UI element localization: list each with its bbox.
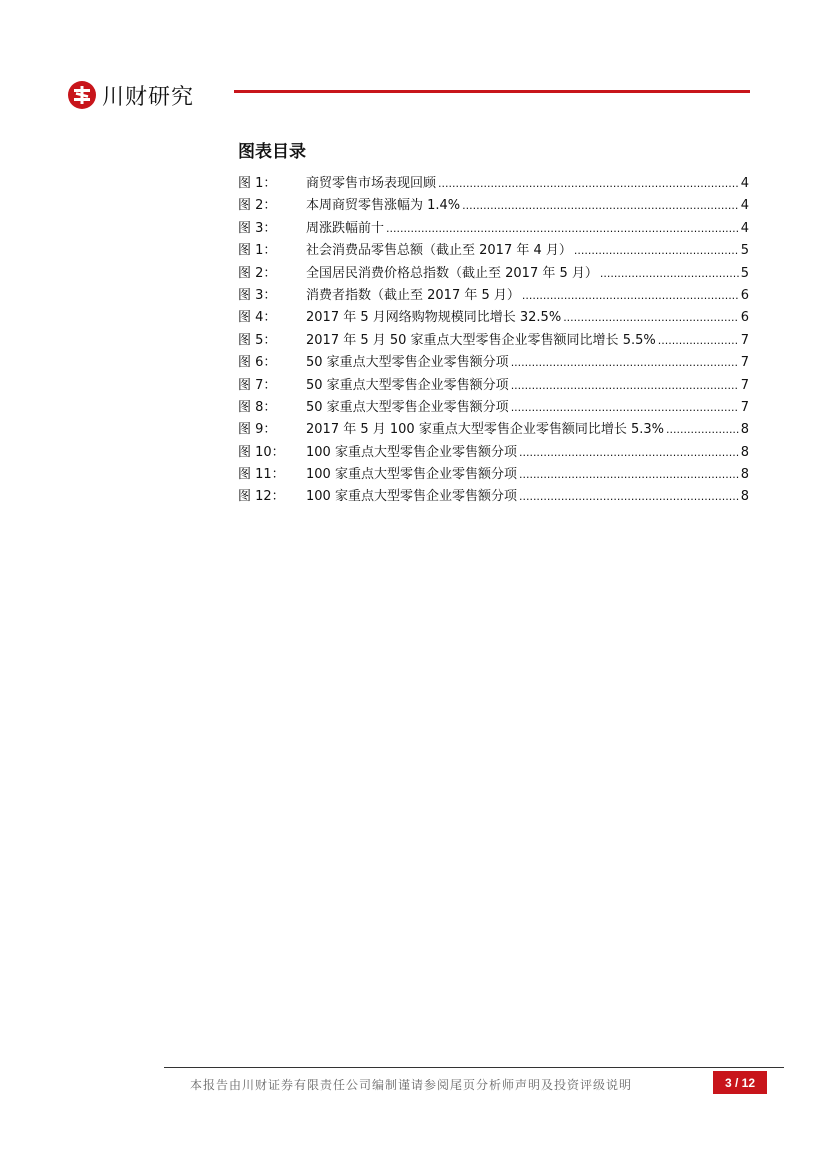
logo-mark-icon bbox=[67, 80, 97, 110]
toc-entry-page: 4 bbox=[740, 176, 749, 191]
toc-entry-label: 图 3： bbox=[238, 287, 277, 303]
toc-entry-text: 50 家重点大型零售企业零售额分项 bbox=[306, 399, 509, 415]
toc-dot-leader bbox=[511, 397, 739, 419]
toc-entry-page: 7 bbox=[740, 332, 749, 348]
toc-dot-leader bbox=[522, 285, 739, 307]
toc-entry-label: 图 8： bbox=[238, 399, 277, 415]
toc-entry-text: 社会消费品零售总额（截止至 2017 年 4 月） bbox=[306, 243, 572, 259]
toc-entry[interactable] bbox=[238, 330, 749, 352]
toc-entry[interactable] bbox=[238, 307, 749, 329]
toc-entry-text: 全国居民消费价格总指数（截止至 2017 年 5 月） bbox=[306, 265, 598, 281]
toc-entry-page: 7 bbox=[740, 399, 749, 415]
toc-entry-text: 100 家重点大型零售企业零售额分项 bbox=[306, 489, 517, 505]
toc-entry-label: 图 4： bbox=[238, 310, 277, 326]
toc-dot-leader bbox=[666, 419, 739, 441]
toc-entry-page: 6 bbox=[740, 287, 749, 303]
toc-entry-page: 4 bbox=[740, 198, 749, 214]
footer-divider bbox=[164, 1067, 784, 1068]
toc-entry-label: 图 7： bbox=[238, 377, 277, 393]
toc-entry[interactable] bbox=[238, 397, 749, 419]
toc-entry-text: 100 家重点大型零售企业零售额分项 bbox=[306, 467, 517, 483]
toc-entry[interactable] bbox=[238, 464, 749, 486]
toc-entry-label: 图 5： bbox=[238, 332, 277, 348]
toc-entry[interactable] bbox=[238, 352, 749, 374]
toc-entry-page: 7 bbox=[740, 377, 749, 393]
toc-dot-leader bbox=[600, 263, 739, 285]
toc-entry-label: 图 1： bbox=[238, 243, 277, 259]
toc-dot-leader bbox=[519, 464, 739, 486]
toc-title: 图表目录 bbox=[238, 142, 306, 162]
toc-entry[interactable] bbox=[238, 375, 749, 397]
toc-entry-page: 7 bbox=[740, 355, 749, 371]
toc-entry-text: 商贸零售市场表现回顾 bbox=[306, 176, 437, 191]
toc-entry-label: 图 6： bbox=[238, 355, 277, 371]
toc-entry-label: 图 12： bbox=[238, 489, 285, 505]
toc-entry-page: 6 bbox=[740, 310, 749, 326]
toc-entry-page: 5 bbox=[740, 243, 749, 259]
toc-entry-text: 消费者指数（截止至 2017 年 5 月） bbox=[306, 287, 520, 303]
toc-entry-text: 50 家重点大型零售企业零售额分项 bbox=[306, 377, 509, 393]
logo-text: 川财研究 bbox=[102, 84, 195, 110]
brand-logo bbox=[67, 78, 194, 112]
toc-entry[interactable] bbox=[238, 218, 749, 240]
toc-entry[interactable] bbox=[238, 195, 749, 217]
header-divider bbox=[234, 90, 750, 93]
toc-dot-leader bbox=[519, 442, 739, 464]
toc-entry-page: 8 bbox=[740, 467, 749, 483]
toc-entry-page: 5 bbox=[740, 265, 749, 281]
toc-entry-label: 图 3： bbox=[238, 220, 277, 236]
toc-entry-page: 8 bbox=[740, 489, 749, 505]
toc-entry-text: 100 家重点大型零售企业零售额分项 bbox=[306, 444, 517, 460]
toc-dot-leader bbox=[511, 352, 739, 374]
toc-entry-label: 图 11： bbox=[238, 467, 285, 483]
toc-entry[interactable] bbox=[238, 285, 749, 307]
toc-entry-page: 8 bbox=[740, 444, 749, 460]
toc-entry-text: 2017 年 5 月网络购物规模同比增长 32.5% bbox=[306, 310, 562, 326]
toc-dot-leader bbox=[574, 240, 739, 262]
toc-entry-label: 图 2： bbox=[238, 198, 277, 214]
toc-entry-label: 图 1： bbox=[238, 176, 277, 191]
toc-entry[interactable] bbox=[238, 486, 749, 508]
toc-entry-text: 2017 年 5 月 100 家重点大型零售企业零售额同比增长 5.3% bbox=[306, 422, 664, 438]
toc-entry-page: 8 bbox=[740, 422, 749, 438]
toc-list bbox=[238, 173, 749, 509]
toc-entry[interactable] bbox=[238, 173, 749, 195]
toc-entry-page: 4 bbox=[740, 220, 749, 236]
toc-entry[interactable] bbox=[238, 263, 749, 285]
toc-dot-leader bbox=[386, 218, 739, 240]
toc-dot-leader bbox=[519, 486, 739, 508]
toc-entry-text: 2017 年 5 月 50 家重点大型零售企业零售额同比增长 5.5% bbox=[306, 332, 656, 348]
toc-dot-leader bbox=[658, 330, 739, 352]
toc-entry-label: 图 9： bbox=[238, 422, 277, 438]
toc-entry-label: 图 10： bbox=[238, 444, 285, 460]
toc-entry-label: 图 2： bbox=[238, 265, 277, 281]
toc-entry-text: 本周商贸零售涨幅为 1.4% bbox=[306, 198, 461, 214]
toc-dot-leader bbox=[438, 173, 739, 195]
footer-disclaimer: 本报告由川财证券有限责任公司编制谨请参阅尾页分析师声明及投资评级说明 bbox=[190, 1078, 633, 1092]
toc-entry-text: 50 家重点大型零售企业零售额分项 bbox=[306, 355, 509, 371]
toc-dot-leader bbox=[563, 307, 739, 329]
toc-entry[interactable] bbox=[238, 419, 749, 441]
toc-dot-leader bbox=[511, 375, 739, 397]
toc-entry[interactable] bbox=[238, 442, 749, 464]
page-number-badge: 3 / 12 bbox=[713, 1071, 767, 1094]
toc-entry-text: 周涨跌幅前十 bbox=[306, 220, 385, 236]
toc-dot-leader bbox=[462, 195, 739, 217]
toc-entry[interactable] bbox=[238, 240, 749, 262]
